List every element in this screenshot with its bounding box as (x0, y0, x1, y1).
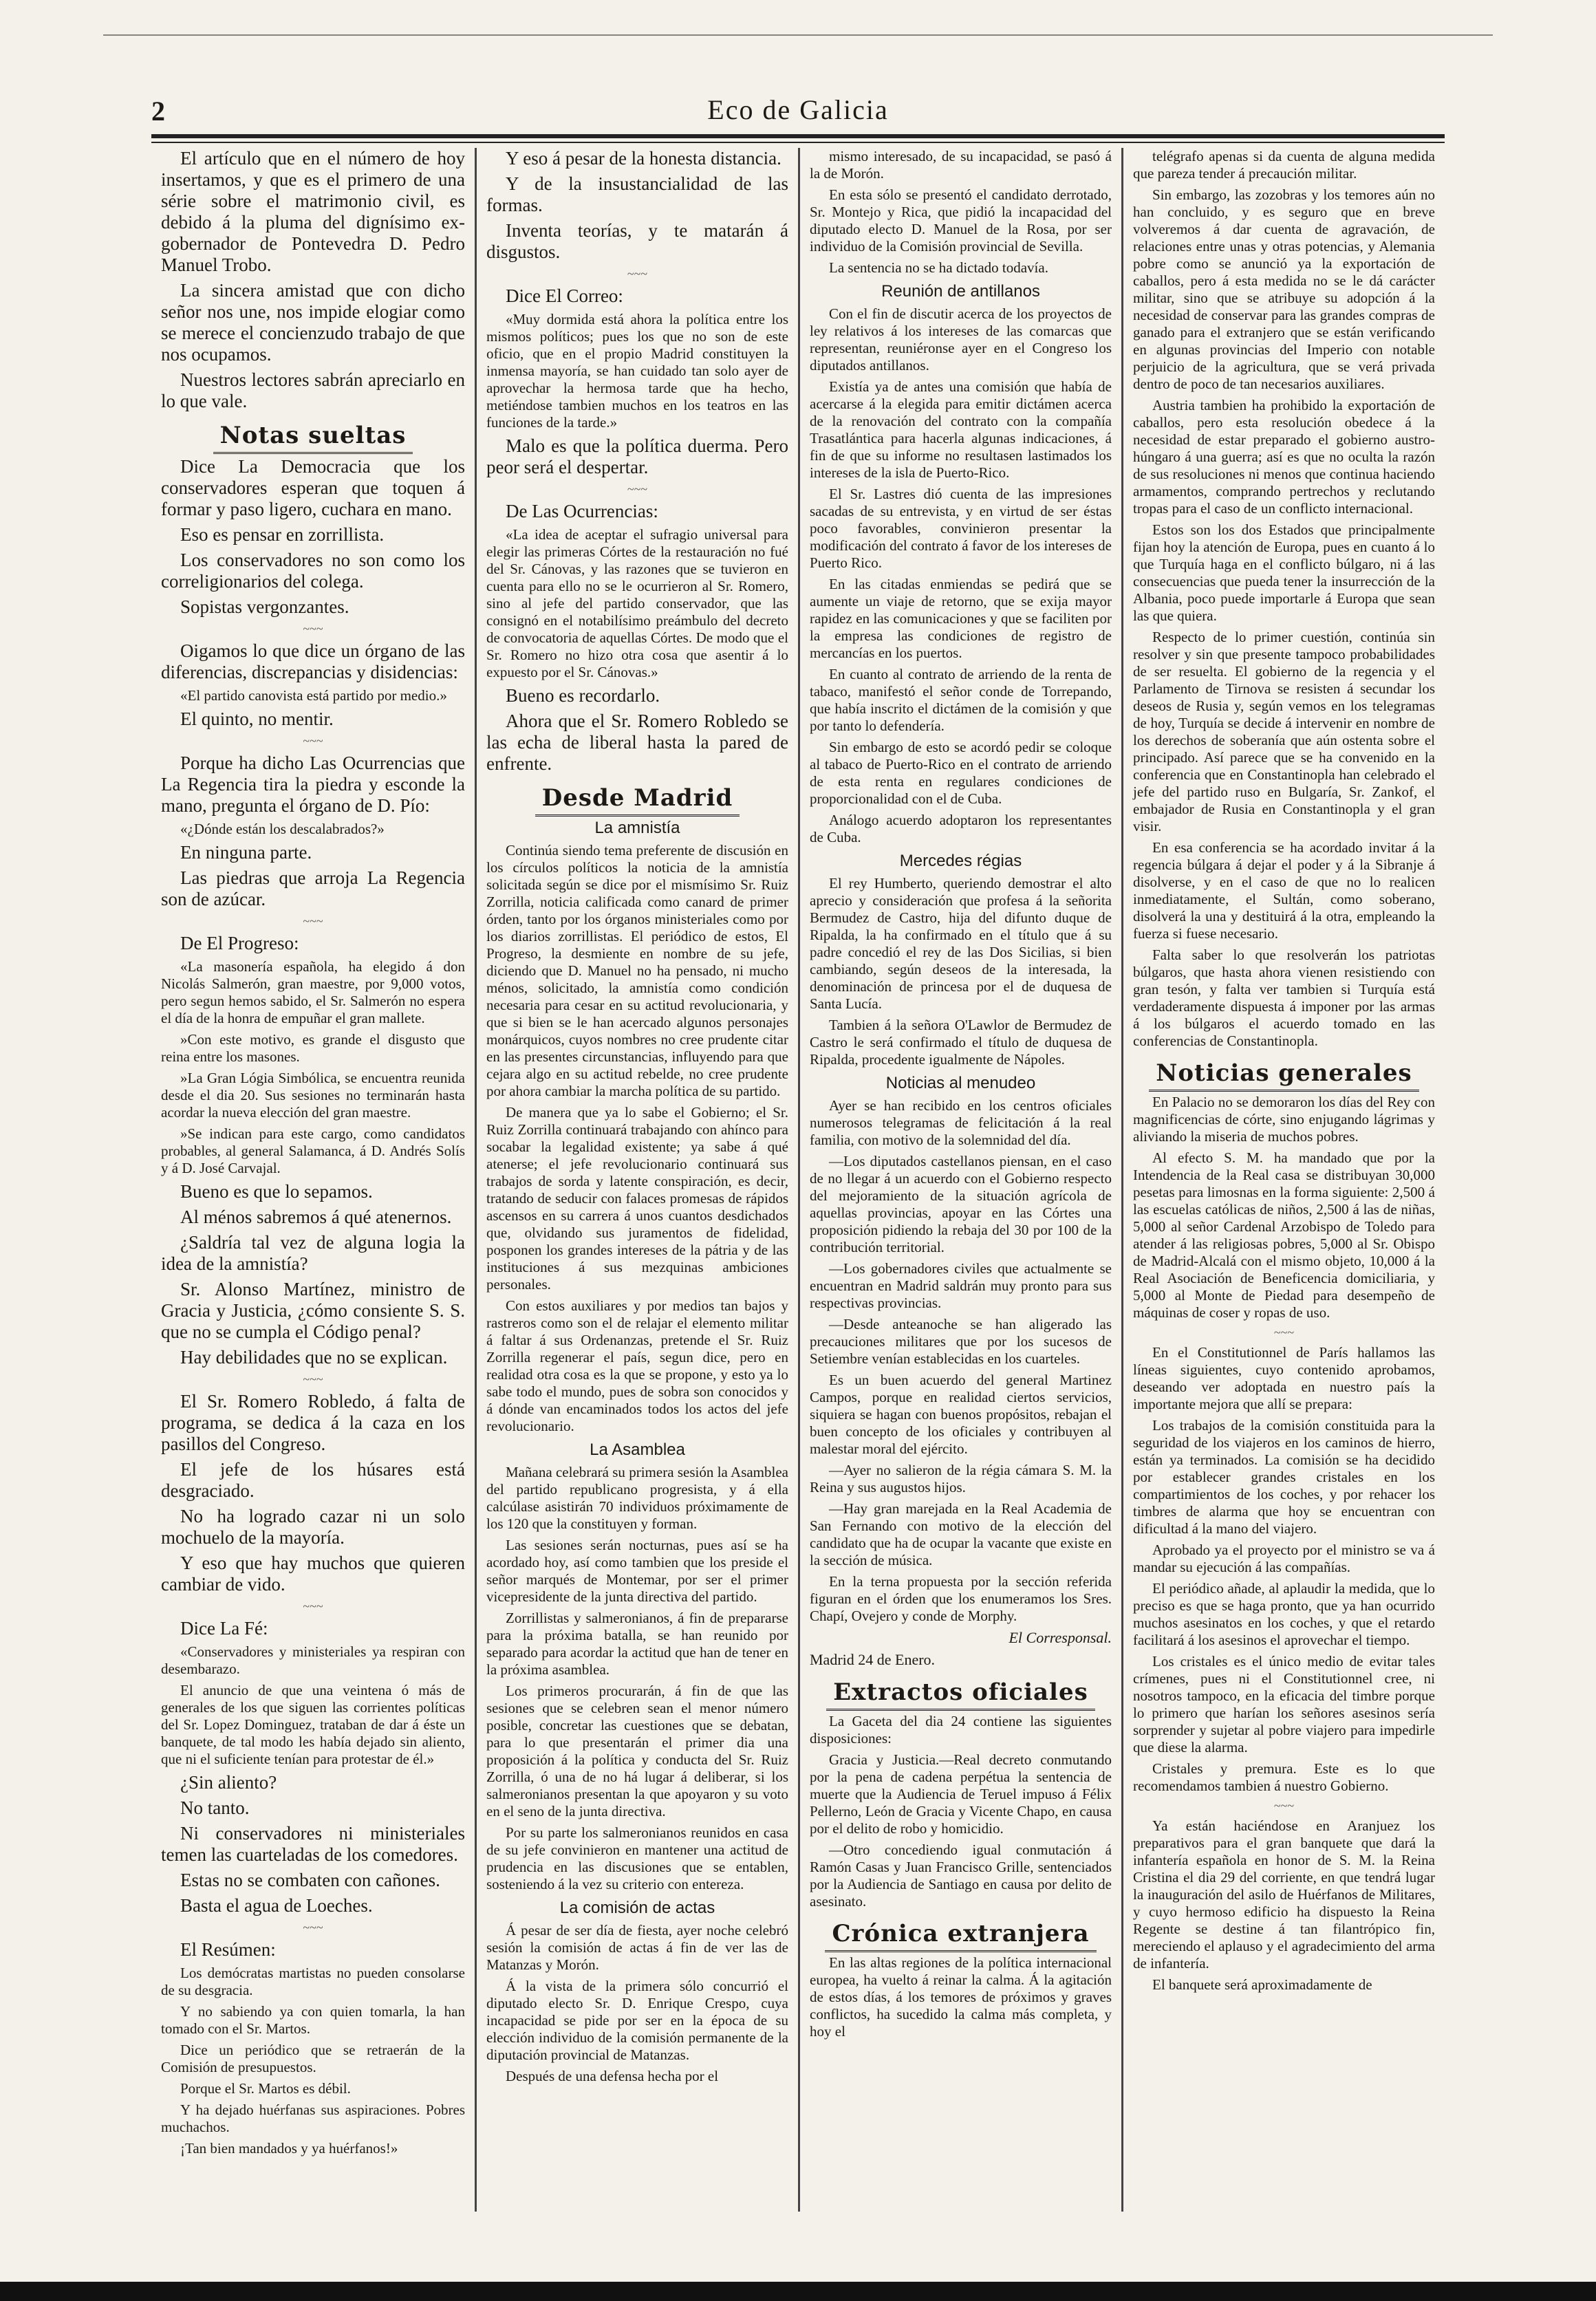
paragraph: El periódico añade, al aplaudir la medida, que lo preciso es que se haga pronto, que ya han ocurrido muchos asesinatos en los coches, y que el retardo facilitará á los asesinos el aprovechar el tiempo. (1133, 1580, 1435, 1648)
paragraph: —Los diputados castellanos piensan, en el caso de no llegar á un acuerdo con el Gobierno respecto del mejoramiento de la situación agrícola de aquellas provincias, apoyar en las Córtes una proposición pidiendo la rebaja del 30 por 100 de la contribución territorial. (810, 1153, 1112, 1255)
dateline: Madrid 24 de Enero. (810, 1651, 936, 1668)
quote: ¡Tan bien mandados y ya huérfanos!» (180, 2140, 398, 2157)
paragraph: Hay debilidades que no se explican. (180, 1347, 448, 1368)
paragraph: Eso es pensar en zorrillista. (180, 524, 385, 545)
divider: ~~~ (303, 622, 323, 636)
paragraph: En las citadas enmiendas se pedirá que se aumente un viaje de retorno, que se exija mayor rapidez en las comunicaciones y que se faciliten por la empresa las condiciones de registro de mercancías en los puertos. (810, 576, 1112, 661)
paragraph: ¿Saldría tal vez de alguna logia la idea de la amnistía? (161, 1232, 465, 1274)
quote: »Se indican para este cargo, como candidatos probables, al general Salamanca, á D. Andrés Solís y á D. José Carvajal. (161, 1125, 465, 1176)
paragraph: La Gaceta del dia 24 contiene las siguientes disposiciones: (810, 1713, 1112, 1747)
divider: ~~~ (303, 1372, 323, 1386)
paragraph: Y de la insustancialidad de las formas. (486, 173, 788, 215)
paragraph: Continúa siendo tema preferente de discusión en los círculos políticos la noticia de la amnistía solicitada según se dice por el mismísimo Sr. Ruiz Zorrilla, noticia calificada como canard de primer órden, tanto por los órganos ministeriales como por los diarios zorrillistas. El periódico de estos, El Progreso, la desmiente en nombre de su jefe, diciendo que D. Manuel no ha pensado, ni mucho ménos, solicitado, la amnistía como condición necesaria para cesar en su actitud revolucionaria, y que si bien se le han acercado algunos personajes monárquicos, cuyos nombres no cree prudente citar en las presentes circunstancias, influyendo para que cejara algo en su actitud rebelde, no cree prudente por ahora cambiar la marcha política de su partido. (486, 842, 788, 1099)
paragraph: Cristales y premura. Este es lo que recomendamos tambien á nuestro Gobierno. (1133, 1760, 1435, 1794)
paragraph: Al ménos sabremos á qué atenernos. (180, 1207, 452, 1227)
paragraph: Sin embargo, las zozobras y los temores aún no han concluido, y es seguro que en breve volveremos á dar cuenta de agravación, de relaciones entre unas y otras potencias, y Alemania pobre como se anunció ya la exportación de caballos, pero á esta medida no se le dá carácter militar, sino que se atribuye su adopción á la necesidad de conservar para las grandes compras de ganado para el extranjero que se están verificando en algunas provincias del Imperio con notable perjuicio de la agricultura, que se verá privada dentro de poco de tan necesarios auxiliares. (1133, 186, 1435, 392)
paragraph: ¿Sin aliento? (180, 1772, 277, 1793)
divider: ~~~ (627, 267, 648, 281)
divider: ~~~ (303, 914, 323, 928)
paragraph: Al efecto S. M. ha mandado que por la Intendencia de la Real casa se distribuyan 30,000 pesetas para limosnas en la forma siguiente: 2,500 á las escuelas católicas de niños, 2,500 á las de niñas, 5,000 al señor Cardenal Arzobispo de Toledo para atender á las religiosas pobres, 5,000 al Sr. Obispo de Madrid-Alcalá con el mismo objeto, 10,000 á la Real Asociación de Beneficencia domiciliaria, y 5,000 al Monte de Piedad para desempeño de máquinas de coser y ropas de uso. (1133, 1149, 1435, 1321)
quote: «El partido canovista está partido por medio.» (180, 687, 447, 704)
paragraph: Ayer se han recibido en los centros oficiales numerosos telegramas de felicitación á la real familia, con motivo de la solemnidad del día. (810, 1097, 1112, 1148)
quote: Porque el Sr. Martos es débil. (180, 2080, 351, 2097)
paragraph: Y eso que hay muchos que quieren cambiar de vido. (161, 1553, 465, 1595)
paragraph: De El Progreso: (180, 933, 299, 953)
quote: «Conservadores y ministeriales ya respiran con desembarazo. (161, 1643, 465, 1677)
divider: ~~~ (1273, 1326, 1295, 1339)
subsection-title: La Asamblea (590, 1440, 685, 1459)
masthead: Eco de Galicia (707, 94, 889, 125)
quote: Y no sabiendo ya con quien tomarla, la han tomado con el Sr. Martos. (161, 2003, 465, 2037)
paragraph: El Sr. Lastres dió cuenta de las impresiones sacadas de su entrevista, y en virtud de ser éstas poco favorables, convinieron presentar la modificación del contrato á favor de los intereses de Puerto Rico. (810, 486, 1112, 571)
paragraph: Nuestros lectores sabrán apreciarlo en lo que vale. (161, 369, 465, 411)
paragraph: Los primeros procurarán, á fin de que las sesiones que se celebren sean el menor número posible, concretar las cuestiones que se debatan, para lo que presentarán el primer dia una proposición á la política y conducta del Sr. Ruiz Zorrilla, ó una de no há lugar á deliberar, si los salmeronianos presentan la que apoyaron y su voto en el seno de la junta directiva. (486, 1683, 788, 1819)
quote: Dice un periódico que se retraerán de la Comisión de presupuestos. (161, 2042, 465, 2075)
paragraph: Zorrillistas y salmeronianos, á fin de prepararse para la próxima batalla, se han reunido por separado para acordar la actitud que han de tener en la próxima asamblea. (486, 1610, 788, 1678)
section-title-extractos-oficiales: Extractos oficiales (810, 1678, 1112, 1706)
paragraph: En la terna propuesta por la sección referida figuran en el órden que los enumeramos los Sres. Chapí, Ovejero y conde de Morphy. (810, 1573, 1112, 1624)
paragraph: —Los gobernadores civiles que actualmente se encuentran en Madrid saldrán muy pronto para sus respectivas provincias. (810, 1260, 1112, 1311)
paragraph: El artículo que en el número de hoy insertamos, y que es el primero de una série sobre el matrimonio civil, es debido á la pluma del dignísimo ex-gobernador de Pontevedra D. Pedro Manuel Trobo. (161, 148, 465, 275)
paragraph: Respecto de lo primer cuestión, continúa sin resolver y sin que presente tampoco probabilidades de ser resuelta. El gobierno de la regencia y el Parlamento de Tirnova se resisten á secundar los deseos de Rusia y, según vemos en los telegramas de hoy, Turquía se decide á intervenir en nombre de los derechos de soberanía que aún ostenta sobre el principado. Así parece que se ha convenido en la conferencia que en Constantinopla han celebrado el jefe del partido ruso en Bulgaría, Sr. Zankof, el embajador de Rusia en Constantinopla y el gran visir. (1133, 629, 1435, 834)
paragraph: En esa conferencia se ha acordado invitar á la regencia búlgara á dejar el poder y á la Sibranje á disolverse, y en el caso de que no lo realicen inmediatamente, el Sultán, como soberano, disolverá la una y destituirá á la otra, empleando la fuerza si fuese necesario. (1133, 839, 1435, 942)
quote: «La masonería española, ha elegido á don Nicolás Salmerón, gran maestre, por 9,000 votos, pero segun hemos sabido, el Sr. Salmerón no espera el día de la honra de empuñar el gran mallete. (161, 958, 465, 1026)
paragraph: Las sesiones serán nocturnas, pues así se ha acordado hoy, así como tambien que los preside el señor marqués de Montemar, por ser el primer vicepresidente de la junta directiva del partido. (486, 1537, 788, 1605)
paragraph: Ahora que el Sr. Romero Robledo se las echa de liberal hasta la pared de enfrente. (486, 711, 788, 774)
paragraph: En ninguna parte. (180, 842, 312, 863)
paragraph: —Otro concediendo igual conmutación á Ramón Casas y Juan Francisco Grille, sentenciados por la Audiencia de Santiago en causa por delito de asesinato. (810, 1841, 1112, 1910)
paragraph: Las piedras que arroja La Regencia son de azúcar. (161, 867, 465, 909)
subsection-title: Mercedes régias (899, 852, 1022, 870)
paragraph: Malo es que la política duerma. Pero peor será el despertar. (486, 435, 788, 477)
section-title-noticias-generales: Noticias generales (1133, 1059, 1435, 1087)
column-2 (475, 148, 798, 2212)
paragraph: Con estos auxiliares y por medios tan bajos y rastreros como son el de relajar el elemento militar á faltar á sus Ordenanzas, pretende el Sr. Ruiz Zorrilla regenerar el país, segun dice, pero en realidad otra cosa es la que se propone, y esto ya lo sabe todo el mundo, pues de sobra son conocidos y á dónde van encaminados todos los actos del jefe revolucionario. (486, 1297, 788, 1434)
paragraph: Dice La Fé: (180, 1618, 268, 1639)
paragraph: Sopistas vergonzantes. (180, 596, 349, 617)
header-rule-thin (151, 142, 1445, 143)
page-number: 2 (151, 96, 165, 127)
paragraph: Á pesar de ser día de fiesta, ayer noche celebró sesión la comisión de actas á fin de ver las de Matanzas y Morón. (486, 1922, 788, 1973)
column-1 (151, 148, 475, 2212)
subsection-title: Reunión de antillanos (881, 282, 1040, 301)
paragraph: El jefe de los húsares está desgraciado. (161, 1459, 465, 1501)
column-4 (1121, 148, 1445, 2212)
quote: El anuncio de que una veintena ó más de generales de los que siguen las corrientes políticas del Sr. Lopez Dominguez, trataban de dar á éste un banquete, de tal modo les había dejado sin aliento, que ni el suficiente tenían para protestar de él.» (161, 1682, 465, 1767)
paragraph: De Las Ocurrencias: (506, 501, 658, 521)
paragraph: Oigamos lo que dice un órgano de las diferencias, discrepancias y disidencias: (161, 640, 465, 682)
paragraph: Sr. Alonso Martínez, ministro de Gracia y Justicia, ¿cómo consiente S. S. que no se cumpla el Código penal? (161, 1279, 465, 1342)
paragraph: Ni conservadores ni ministeriales temen las cuarteladas de los comedores. (161, 1823, 465, 1865)
paragraph: Los conservadores no son como los correligionarios del colega. (161, 550, 465, 592)
paragraph: De manera que ya lo sabe el Gobierno; el Sr. Ruiz Zorrilla continuará trabajando con ahínco para socabar la legalidad existente; ya sabe á qué atenerse; el jefe revolucionario continuará sus trabajos de sorda y latente conspiración, es decir, tratando de seducir con falaces promesas de rápidos ascensos en su carrera á unos cuantos desdichados que, olvidando sus juramentos de fidelidad, posponen los grandes intereses de la pátria y de las instituciones á sus mezquinas ambiciones personales. (486, 1104, 788, 1293)
paragraph: En cuanto al contrato de arriendo de la renta de tabaco, manifestó el señor conde de Torrepando, que había inscrito el dictámen de la comisión y que por tanto lo defendería. (810, 666, 1112, 734)
paragraph: En esta sólo se presentó el candidato derrotado, Sr. Montejo y Rica, que pidió la incapacidad del diputado electo D. Manuel de la Rosa, por ser individuo de la Comisión provincial de Sevilla. (810, 186, 1112, 255)
paragraph: Mañana celebrará su primera sesión la Asamblea del partido republicano progresista, y á ella calcúlase asistirán 70 individuos próximamente de los 120 que la constituyen y forman. (486, 1464, 788, 1532)
paragraph: —Desde anteanoche se han aligerado las precauciones militares que por los sucesos de Setiembre venían establecidas en los cuarteles. (810, 1316, 1112, 1367)
paragraph: En las altas regiones de la política internacional europea, ha vuelto á reinar la calma. Á la agitación de estos días, á los temores de próximos y graves conflictos, ha sucedido la calma más completa, y hoy el (810, 1954, 1112, 2040)
paragraph: Dice La Democracia que los conservadores esperan que toquen á formar y paso ligero, cuchara en mano. (161, 456, 465, 519)
quote: «La idea de aceptar el sufragio universal para elegir las primeras Córtes de la restauración no fué del Sr. Cánovas, y las razones que se tuvieron en cuenta para ello no se le ocurrieron al Sr. Romero, sino al jefe del partido conservador, que las consignó en el notabilísimo preámbulo del decreto de convocatoria de aquellas Córtes. De modo que el Sr. Romero no hizo otra cosa que asentir á lo expuesto por el Sr. Cánovas.» (486, 526, 788, 680)
paragraph: Á la vista de la primera sólo concurrió el diputado electo Sr. D. Enrique Crespo, cuya incapacidad se pide por ser en la época de su elección individuo de la comisión permanente de la diputación provincial de Matanzas. (486, 1978, 788, 2063)
quote: «¿Dónde están los descalabrados?» (180, 821, 385, 837)
quote: Y ha dejado huérfanas sus aspiraciones. Pobres muchachos. (161, 2102, 465, 2135)
divider: ~~~ (627, 482, 648, 496)
paragraph: Tambien á la señora O'Lawlor de Bermudez de Castro le será confirmado el título de duquesa de Ripalda, procedente igualmente de Nápoles. (810, 1017, 1112, 1068)
paragraph: Es un buen acuerdo del general Martinez Campos, porque en realidad ciertos servicios, siquiera se hagan con buenos propósitos, rebajan el buen concepto de los oficiales y contribuyen al malestar moral del ejército. (810, 1372, 1112, 1457)
paragraph: Falta saber lo que resolverán los patriotas búlgaros, que hasta ahora vienen resistiendo con gran tesón, y falta ver tambien si Turquía está verdaderamente dispuesta á imponer por las armas á los búlgaros el acuerdo tomado en las conferencias de Constantinopla. (1133, 947, 1435, 1049)
paragraph: telégrafo apenas si da cuenta de alguna medida que pareza tender á precaución militar. (1133, 148, 1435, 182)
newspaper-columns (151, 148, 1445, 2212)
quote: »La Gran Lógia Simbólica, se encuentra reunida desde el dia 20. Sus sesiones no terminarán hasta acordar la nueva elección del gran maestre. (161, 1070, 465, 1121)
paragraph: —Hay gran marejada en la Real Academia de San Fernando con motivo de la elección del candidato que ha de ocupar la vacante que existe en la sección de música. (810, 1500, 1112, 1568)
paragraph: La sentencia no se ha dictado todavía. (829, 259, 1048, 276)
section-title-notas-sueltas: Notas sueltas (161, 422, 465, 449)
paragraph: Austria tambien ha prohibido la exportación de caballos, pero esta resolución obedece á la necesidad de estar preparado el gobierno austro-húngaro á una guerra; así es que no oculta la razón de sus resoluciones ni menos que continua haciendo armamentos, comprando pertrechos y reclutando tropas para el caso de un conflicto internacional. (1133, 397, 1435, 517)
paragraph: Los cristales es el único medio de evitar tales crímenes, pues ni el Constitutionnel cree, ni nosotros tampoco, en la eficacia del timbre porque lo primero que harían los señores asesinos sería sorprender y sujetar al pobre viajero para impedirle que diese la alarma. (1133, 1653, 1435, 1756)
divider: ~~~ (303, 1921, 323, 1934)
divider: ~~~ (303, 734, 323, 748)
paragraph: No tanto. (180, 1797, 250, 1818)
paragraph: mismo interesado, de su incapacidad, se pasó á la de Morón. (810, 148, 1112, 182)
subsection-title: La comisión de actas (559, 1899, 715, 1917)
subsection-title: La amnistía (594, 819, 680, 837)
paragraph: Después de una defensa hecha por el (506, 2068, 719, 2084)
paragraph: Estos son los dos Estados que principalmente fijan hoy la atención de Europa, pues en cuanto á lo que Turquía haga en el conflicto búlgaro, ni á las consecuencias que pueda tener la insurrección de la Albania, poco puede importarle á Europa que sean las que quiera. (1133, 521, 1435, 624)
paragraph: En el Constitutionnel de París hallamos las líneas siguientes, cuyo contenido aprobamos, deseando ver adoptada en nuestro país la importante mejora que allí se prepara: (1133, 1344, 1435, 1412)
header-rule (151, 134, 1445, 138)
divider: ~~~ (303, 1599, 323, 1613)
paragraph: Dice El Correo: (506, 285, 623, 306)
paragraph: Sin embargo de esto se acordó pedir se coloque al tabaco de Puerto-Rico en el contrato de arriendo de esta renta en regulares condiciones de proporcionalidad con el de Cuba. (810, 739, 1112, 807)
paragraph: Basta el agua de Loeches. (180, 1895, 373, 1916)
paragraph: Existía ya de antes una comisión que había de acercarse á la elegida para emitir dictámen acerca de la renovación del contrato con la compañía Trasatlántica para hacerla algunas indicaciones, á fin de que su informe no resultasen lastimados los intereses de la isla de Puerto-Rico. (810, 378, 1112, 481)
paragraph: El Resúmen: (180, 1939, 276, 1960)
paragraph: Aprobado ya el proyecto por el ministro se va á mandar su ejecución á las compañías. (1133, 1542, 1435, 1575)
paragraph: Por su parte los salmeronianos reunidos en casa de su jefe convinieron en mantener una actitud de prudencia en las discusiones que se entablen, sosteniendo á la vez su criterio con entereza. (486, 1824, 788, 1892)
paragraph: El Sr. Romero Robledo, á falta de programa, se dedica á la caza en los pasillos del Congreso. (161, 1391, 465, 1454)
paragraph: Ya están haciéndose en Aranjuez los preparativos para el gran banquete que dará la infantería española en honor de S. M. la Reina Cristina el dia 29 del corriente, en que tendrá lugar la inauguración del asilo de Huérfanos de Militares, y cuyo hermoso edificio ha dispuesto la Reina Regente se destine á tan filantrópico fin, mereciendo el aplauso y el agradecimiento del arma de infantería. (1133, 1817, 1435, 1971)
top-rule (103, 34, 1493, 36)
page-header (151, 89, 1445, 131)
divider: ~~~ (1273, 1799, 1295, 1813)
quote: «Muy dormida está ahora la política entre los mismos políticos; pues los que no son de este oficio, que en el propio Madrid constituyen la inmensa mayoría, se han cuidado tan solo ayer de aprovechar la hermosa tarde que ha hecho, metiéndose tambien muchos en los teatros en las funciones de la tarde.» (486, 311, 788, 431)
paragraph: Porque ha dicho Las Ocurrencias que La Regencia tira la piedra y esconde la mano, pregunta el órgano de D. Pío: (161, 753, 465, 816)
bottom-border (0, 2282, 1596, 2301)
quote: »Con este motivo, es grande el disgusto que reina entre los masones. (161, 1031, 465, 1065)
paragraph: El banquete será aproximadamente de (1152, 1976, 1372, 1993)
quote: Los demócratas martistas no pueden consolarse de su desgracia. (161, 1965, 465, 1998)
paragraph: En Palacio no se demoraron los días del Rey con magnificencias de córte, sino enjugando lágrimas y aliviando la miseria de muchos pobres. (1133, 1094, 1435, 1145)
paragraph: El rey Humberto, queriendo demostrar el alto aprecio y consideración que profesa á la señorita Bermudez de Castro, hija del difunto duque de Ripalda, la ha confirmado en el título que á su padre concedió el rey de las Dos Sicilias, si bien cambiando, según deseos de la interesada, la denominación de princesa por el de duquesa de Santa Lucía. (810, 875, 1112, 1012)
column-3 (798, 148, 1121, 2212)
paragraph: Estas no se combaten con cañones. (180, 1870, 440, 1890)
paragraph: Y eso á pesar de la honesta distancia. (506, 148, 781, 169)
subsection-title: Noticias al menudeo (885, 1074, 1036, 1092)
paragraph: Los trabajos de la comisión constituida para la seguridad de los viajeros en los caminos de hierro, están ya terminados. La comisión se ha decidido por establecer grandes cristales en los compartimientos de los coches, y por rehacer los timbres de alarma que hoy se encuentran con dificultad á la mano del viajero. (1133, 1417, 1435, 1537)
paragraph: El quinto, no mentir. (180, 709, 334, 729)
section-title-desde-madrid: Desde Madrid (486, 784, 788, 812)
paragraph: Con el fin de discutir acerca de los proyectos de ley relativos á los intereses de las comarcas que representan, reuniéronse ayer en el Congreso los diputados antillanos. (810, 305, 1112, 374)
paragraph: —Ayer no salieron de la régia cámara S. M. la Reina y sus augustos hijos. (810, 1462, 1112, 1495)
paragraph: Inventa teorías, y te matarán á disgustos. (486, 220, 788, 262)
paragraph: Gracia y Justicia.—Real decreto conmutando por la pena de cadena perpétua la sentencia de muerte que la Audiencia de Teruel impuso á Félix Pellerno, León de Gracia y Vicente Chapo, en causa por el delito de robo y homicidio. (810, 1751, 1112, 1837)
paragraph: La sincera amistad que con dicho señor nos une, nos impide elogiar como se merece el concienzudo trabajo de que nos ocupamos. (161, 280, 465, 365)
paragraph: Análogo acuerdo adoptaron los representantes de Cuba. (810, 812, 1112, 845)
paragraph: Bueno es que lo sepamos. (180, 1181, 373, 1202)
paragraph: Bueno es recordarlo. (506, 685, 660, 706)
signature: El Corresponsal. (1009, 1629, 1112, 1646)
paragraph: No ha logrado cazar ni un solo mochuelo de la mayoría. (161, 1506, 465, 1548)
section-title-cronica-extranjera: Crónica extranjera (810, 1920, 1112, 1947)
